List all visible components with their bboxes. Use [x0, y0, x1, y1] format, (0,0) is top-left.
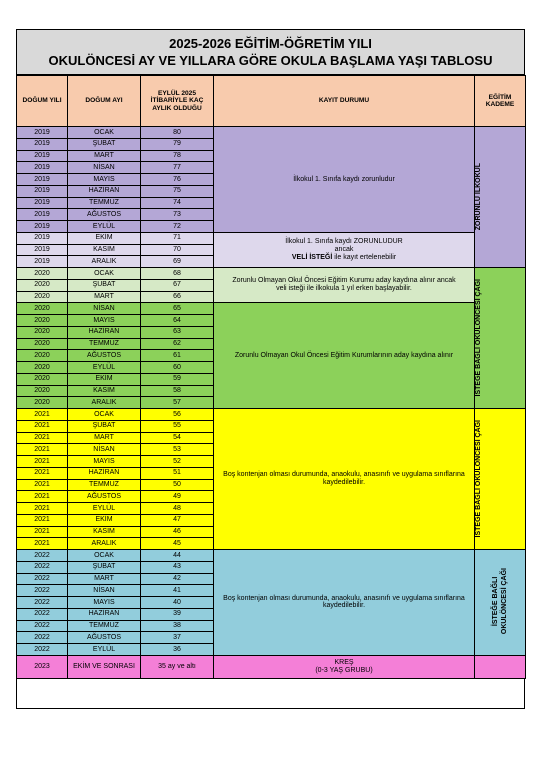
cell-year: 2023 [17, 655, 68, 678]
level-optional-preschool-2022 [475, 550, 526, 656]
cell-year: 2021 [17, 444, 68, 456]
cell-age: 62 [141, 338, 214, 350]
table-row [17, 655, 526, 678]
cell-age: 66 [141, 291, 214, 303]
cell-month: KASIM [68, 526, 141, 538]
status-early-start [214, 268, 475, 303]
cell-month: MAYIS [68, 597, 141, 609]
cell-month: NİSAN [68, 585, 141, 597]
cell-year: 2021 [17, 526, 68, 538]
cell-age: 70 [141, 244, 214, 256]
cell-age: 75 [141, 185, 214, 197]
cell-year: 2021 [17, 479, 68, 491]
cell-year: 2019 [17, 244, 68, 256]
cell-year: 2021 [17, 514, 68, 526]
cell-age: 60 [141, 362, 214, 374]
table-row [17, 550, 526, 562]
cell-year: 2022 [17, 561, 68, 573]
cell-year: 2021 [17, 432, 68, 444]
status-vacancy-2021 [214, 409, 475, 550]
table-row [17, 127, 526, 139]
cell-age: 57 [141, 397, 214, 409]
status-line: Zorunlu Olmayan Okul Öncesi Eğitim Kurumu aday kaydına alınır ancak [232, 277, 456, 285]
cell-year: 2020 [17, 350, 68, 362]
cell-year: 2019 [17, 174, 68, 186]
cell-year: 2021 [17, 456, 68, 468]
level-text: İSTEĞE BAĞLI OKULÖNCESİ ÇAĞI [475, 279, 482, 397]
cell-age: 55 [141, 420, 214, 432]
cell-age: 71 [141, 232, 214, 244]
cell-month: EKİM [68, 232, 141, 244]
cell-year: 2021 [17, 409, 68, 421]
cell-age: 35 ay ve altı [141, 655, 214, 678]
status-nursery [214, 655, 475, 678]
cell-year: 2021 [17, 503, 68, 515]
cell-age: 76 [141, 174, 214, 186]
status-line: İlkokul 1. Sınıfa kaydı ZORUNLUDUR [285, 238, 403, 246]
header-birth-month: DOĞUM AYI [68, 76, 141, 127]
level-compulsory-primary [475, 127, 526, 268]
cell-month: EYLÜL [68, 362, 141, 374]
title-line-2: OKULÖNCESİ AY VE YILLARA GÖRE OKULA BAŞLAMA YAŞI TABLOSU [48, 53, 493, 68]
cell-age: 58 [141, 385, 214, 397]
cell-age: 56 [141, 409, 214, 421]
cell-year: 2022 [17, 573, 68, 585]
cell-month: TEMMUZ [68, 479, 141, 491]
cell-month: OCAK [68, 127, 141, 139]
cell-year: 2019 [17, 127, 68, 139]
cell-year: 2020 [17, 326, 68, 338]
cell-month: MART [68, 291, 141, 303]
table-row [17, 232, 526, 244]
cell-year: 2019 [17, 232, 68, 244]
cell-month: ARALIK [68, 256, 141, 268]
cell-year: 2019 [17, 162, 68, 174]
cell-age: 42 [141, 573, 214, 585]
page-title [16, 29, 525, 75]
level-text: ZORUNLU İLKOKUL [475, 163, 482, 231]
level-line: İSTEĞE BAĞLI [492, 576, 499, 626]
status-line: ile kayıt ertelenebilir [332, 253, 397, 261]
cell-age: 40 [141, 597, 214, 609]
cell-year: 2020 [17, 362, 68, 374]
cell-year: 2022 [17, 644, 68, 656]
cell-age: 36 [141, 644, 214, 656]
cell-month: HAZİRAN [68, 326, 141, 338]
cell-age: 44 [141, 550, 214, 562]
cell-age: 47 [141, 514, 214, 526]
status-text: Boş kontenjan olması durumunda, anaokulu, anasınıfı ve uygulama sınıflarına kaydedilebilir. [223, 471, 465, 486]
cell-year: 2022 [17, 585, 68, 597]
cell-month: ŞUBAT [68, 279, 141, 291]
cell-month: EYLÜL [68, 644, 141, 656]
cell-age: 69 [141, 256, 214, 268]
status-compulsory-deferrable [214, 232, 475, 267]
cell-age: 79 [141, 138, 214, 150]
status-text: İlkokul 1. Sınıfa kaydı zorunludur [293, 175, 395, 183]
status-line: KREŞ [334, 659, 354, 667]
cell-age: 53 [141, 444, 214, 456]
cell-age: 45 [141, 538, 214, 550]
cell-year: 2022 [17, 608, 68, 620]
cell-age: 78 [141, 150, 214, 162]
table-row [17, 268, 526, 280]
cell-age: 63 [141, 326, 214, 338]
cell-month: EYLÜL [68, 221, 141, 233]
cell-year: 2019 [17, 197, 68, 209]
level-line: OKULÖNCESİ ÇAĞI [501, 567, 508, 635]
cell-age: 74 [141, 197, 214, 209]
level-optional-preschool-2020 [475, 268, 526, 409]
status-emphasis: VELİ İSTEĞİ [291, 253, 333, 261]
cell-month: MAYIS [68, 315, 141, 327]
cell-month: OCAK [68, 268, 141, 280]
cell-month: MAYIS [68, 456, 141, 468]
table-row [17, 303, 526, 315]
cell-year: 2021 [17, 467, 68, 479]
cell-month: OCAK [68, 550, 141, 562]
cell-year: 2020 [17, 268, 68, 280]
cell-year: 2019 [17, 221, 68, 233]
cell-age: 59 [141, 373, 214, 385]
cell-age: 38 [141, 620, 214, 632]
cell-age: 68 [141, 268, 214, 280]
level-nursery [475, 655, 526, 678]
status-preschool-candidate [214, 303, 475, 409]
cell-month: AĞUSTOS [68, 350, 141, 362]
cell-month: MAYIS [68, 174, 141, 186]
cell-age: 73 [141, 209, 214, 221]
status-text: Boş kontenjan olması durumunda, anaokulu, anasınıfı ve uygulama sınıflarına kaydedilebilir. [223, 594, 465, 610]
cell-age: 39 [141, 608, 214, 620]
cell-month: EKİM VE SONRASI [68, 655, 141, 678]
cell-age: 54 [141, 432, 214, 444]
cell-month: NİSAN [68, 444, 141, 456]
cell-age: 46 [141, 526, 214, 538]
cell-year: 2020 [17, 397, 68, 409]
cell-age: 43 [141, 561, 214, 573]
cell-month: AĞUSTOS [68, 209, 141, 221]
cell-month: AĞUSTOS [68, 491, 141, 503]
cell-age: 77 [141, 162, 214, 174]
cell-age: 80 [141, 127, 214, 139]
cell-month: MART [68, 573, 141, 585]
cell-age: 61 [141, 350, 214, 362]
cell-month: MART [68, 432, 141, 444]
cell-month: HAZİRAN [68, 185, 141, 197]
cell-month: NİSAN [68, 162, 141, 174]
cell-month: KASIM [68, 385, 141, 397]
cell-year: 2021 [17, 491, 68, 503]
status-text: Zorunlu Olmayan Okul Öncesi Eğitim Kurumlarının aday kaydına alınır [234, 351, 454, 359]
cell-month: ARALIK [68, 397, 141, 409]
header-education-level: EĞİTİM KADEME [475, 76, 526, 127]
cell-month: NİSAN [68, 303, 141, 315]
cell-year: 2020 [17, 279, 68, 291]
header-age-months: EYLÜL 2025 İTİBARİYLE KAÇ AYLIK OLDUĞU [141, 76, 214, 127]
cell-year: 2020 [17, 303, 68, 315]
status-line: ancak [334, 246, 354, 254]
cell-age: 37 [141, 632, 214, 644]
cell-year: 2020 [17, 291, 68, 303]
level-text [491, 568, 509, 634]
cell-month: MART [68, 150, 141, 162]
cell-age: 67 [141, 279, 214, 291]
cell-month: ŞUBAT [68, 420, 141, 432]
cell-age: 72 [141, 221, 214, 233]
cell-month: ŞUBAT [68, 138, 141, 150]
cell-month: OCAK [68, 409, 141, 421]
cell-year: 2022 [17, 632, 68, 644]
cell-month: KASIM [68, 244, 141, 256]
cell-year: 2020 [17, 315, 68, 327]
status-line: veli isteği ile ilkokula 1 yıl erken başlayabilir. [276, 285, 412, 293]
cell-age: 49 [141, 491, 214, 503]
cell-age: 52 [141, 456, 214, 468]
cell-month: HAZİRAN [68, 608, 141, 620]
cell-year: 2019 [17, 150, 68, 162]
cell-month: TEMMUZ [68, 197, 141, 209]
cell-age: 48 [141, 503, 214, 515]
school-age-table [16, 75, 526, 679]
cell-month: AĞUSTOS [68, 632, 141, 644]
status-compulsory-primary [214, 127, 475, 233]
cell-month: ŞUBAT [68, 561, 141, 573]
cell-year: 2020 [17, 373, 68, 385]
cell-year: 2021 [17, 538, 68, 550]
header-registration-status: KAYIT DURUMU [214, 76, 475, 127]
level-text: İSTEĞE BAĞLI OKULÖNCESİ ÇAĞI [475, 420, 482, 538]
cell-month: EYLÜL [68, 503, 141, 515]
cell-year: 2021 [17, 420, 68, 432]
status-line: (0-3 YAŞ GRUBU) [315, 666, 373, 674]
cell-year: 2019 [17, 209, 68, 221]
header-row [17, 76, 526, 127]
cell-year: 2019 [17, 185, 68, 197]
cell-month: TEMMUZ [68, 338, 141, 350]
cell-age: 65 [141, 303, 214, 315]
header-birth-year: DOĞUM YILI [17, 76, 68, 127]
cell-year: 2019 [17, 138, 68, 150]
cell-month: ARALIK [68, 538, 141, 550]
cell-month: TEMMUZ [68, 620, 141, 632]
cell-age: 64 [141, 315, 214, 327]
cell-year: 2020 [17, 385, 68, 397]
table-row [17, 409, 526, 421]
cell-month: HAZİRAN [68, 467, 141, 479]
cell-year: 2020 [17, 338, 68, 350]
cell-year: 2019 [17, 256, 68, 268]
cell-month: EKİM [68, 514, 141, 526]
cell-age: 41 [141, 585, 214, 597]
cell-month: EKİM [68, 373, 141, 385]
level-optional-preschool-2021 [475, 409, 526, 550]
cell-age: 51 [141, 467, 214, 479]
cell-year: 2022 [17, 550, 68, 562]
cell-year: 2022 [17, 620, 68, 632]
cell-age: 50 [141, 479, 214, 491]
cell-year: 2022 [17, 597, 68, 609]
title-line-1: 2025-2026 EĞİTİM-ÖĞRETİM YILI [169, 36, 372, 51]
status-vacancy-2022 [214, 550, 475, 656]
